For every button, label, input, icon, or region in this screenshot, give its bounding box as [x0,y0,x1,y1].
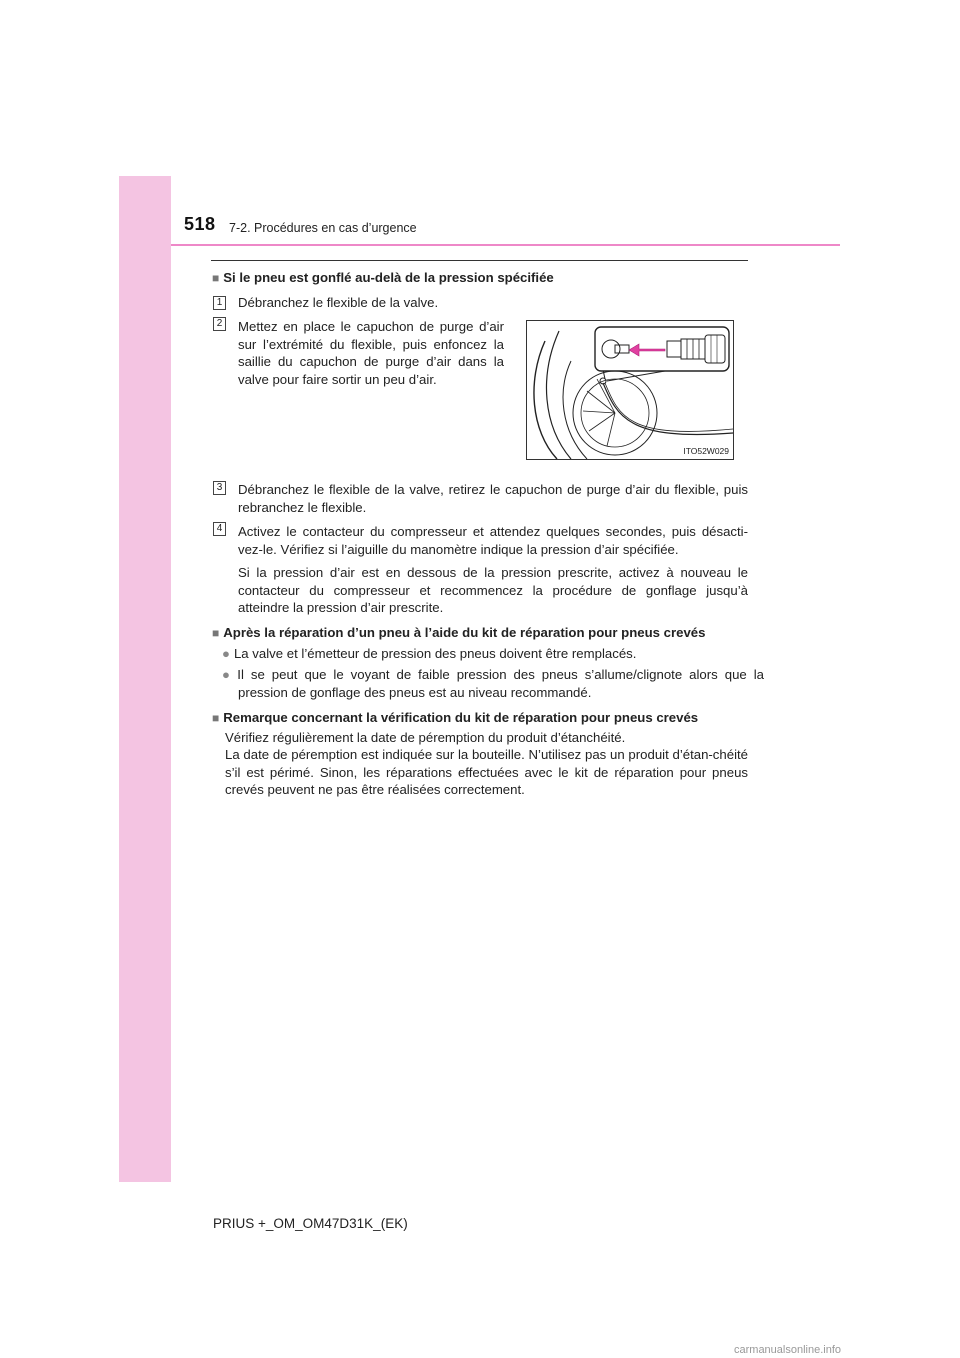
figure-code: ITO52W029 [683,446,729,456]
section3-line-1: Vérifiez régulièrement la date de péremption du produit d’étanchéité. [225,730,626,745]
section3-heading [212,709,752,728]
step-4-text: Activez le contacteur du compresseur et attendez quelques secondes, puis désacti-vez-le. Vérifiez si l’aiguille du manomètre indique la pression d’air spécifiée. [238,524,748,557]
content-divider [211,260,748,261]
side-band [119,176,171,1182]
round-bullet-icon: ● [222,667,234,682]
tire-valve-drawing [527,321,733,459]
section2-bullet-1: ● La valve et l’émetteur de pression des pneus doivent être remplacés. [222,646,637,661]
step-number-1: 1 [213,296,226,310]
step-4-note: Si la pression d’air est en dessous de la pression prescrite, activez à nouveau le contacteur du compresseur et recommencez la procédure de gonflage jusqu’à atteindre la pression d’air prescrite. [238,565,748,615]
valve-illustration [526,320,734,460]
square-bullet-icon: ■ [212,271,220,285]
section1-heading [212,269,752,288]
section2-heading [212,624,752,643]
step-1-text: Débranchez le flexible de la valve. [238,295,439,310]
step-number-4: 4 [213,522,226,536]
section1-heading-text: Si le pneu est gonflé au-delà de la pression spécifiée [223,270,554,285]
section2-heading-text: Après la réparation d’un pneu à l’aide du kit de réparation pour pneus crevés [223,625,706,640]
section3-line-2: La date de péremption est indiquée sur la bouteille. N’utilisez pas un produit d’étan-chéité s’il est périmé. Sinon, les réparations effectuées avec le kit de réparation pour pneus crevés peuvent ne pas être réalisées correctement. [225,747,748,797]
watermark: carmanualsonline.info [734,1344,842,1356]
page-number: 518 [184,214,216,234]
step-number-2: 2 [213,317,226,331]
square-bullet-icon: ■ [212,626,220,640]
section-title: 7-2. Procédures en cas d’urgence [229,221,417,235]
round-bullet-icon: ● [222,646,230,661]
document-code: PRIUS +_OM_OM47D31K_(EK) [213,1216,408,1231]
step-number-3: 3 [213,481,226,495]
step-2-text: Mettez en place le capuchon de purge d’air sur l’extrémité du flexible, puis enfoncez la saillie du capuchon de purge d’air dans la valve pour faire sortir un peu d’air. [238,319,504,387]
section3-heading-text: Remarque concernant la vérification du kit de réparation pour pneus crevés [223,710,699,725]
step-3-text: Débranchez le flexible de la valve, retirez le capuchon de purge d’air du flexible, puis rebranchez le flexible. [238,482,748,515]
section2-bullet-2: ● Il se peut que le voyant de faible pression des pneus s’allume/clignote alors que la pression de gonflage des pneus est au niveau recommandé. [222,667,764,700]
header-rule [171,244,840,246]
square-bullet-icon: ■ [212,711,220,725]
